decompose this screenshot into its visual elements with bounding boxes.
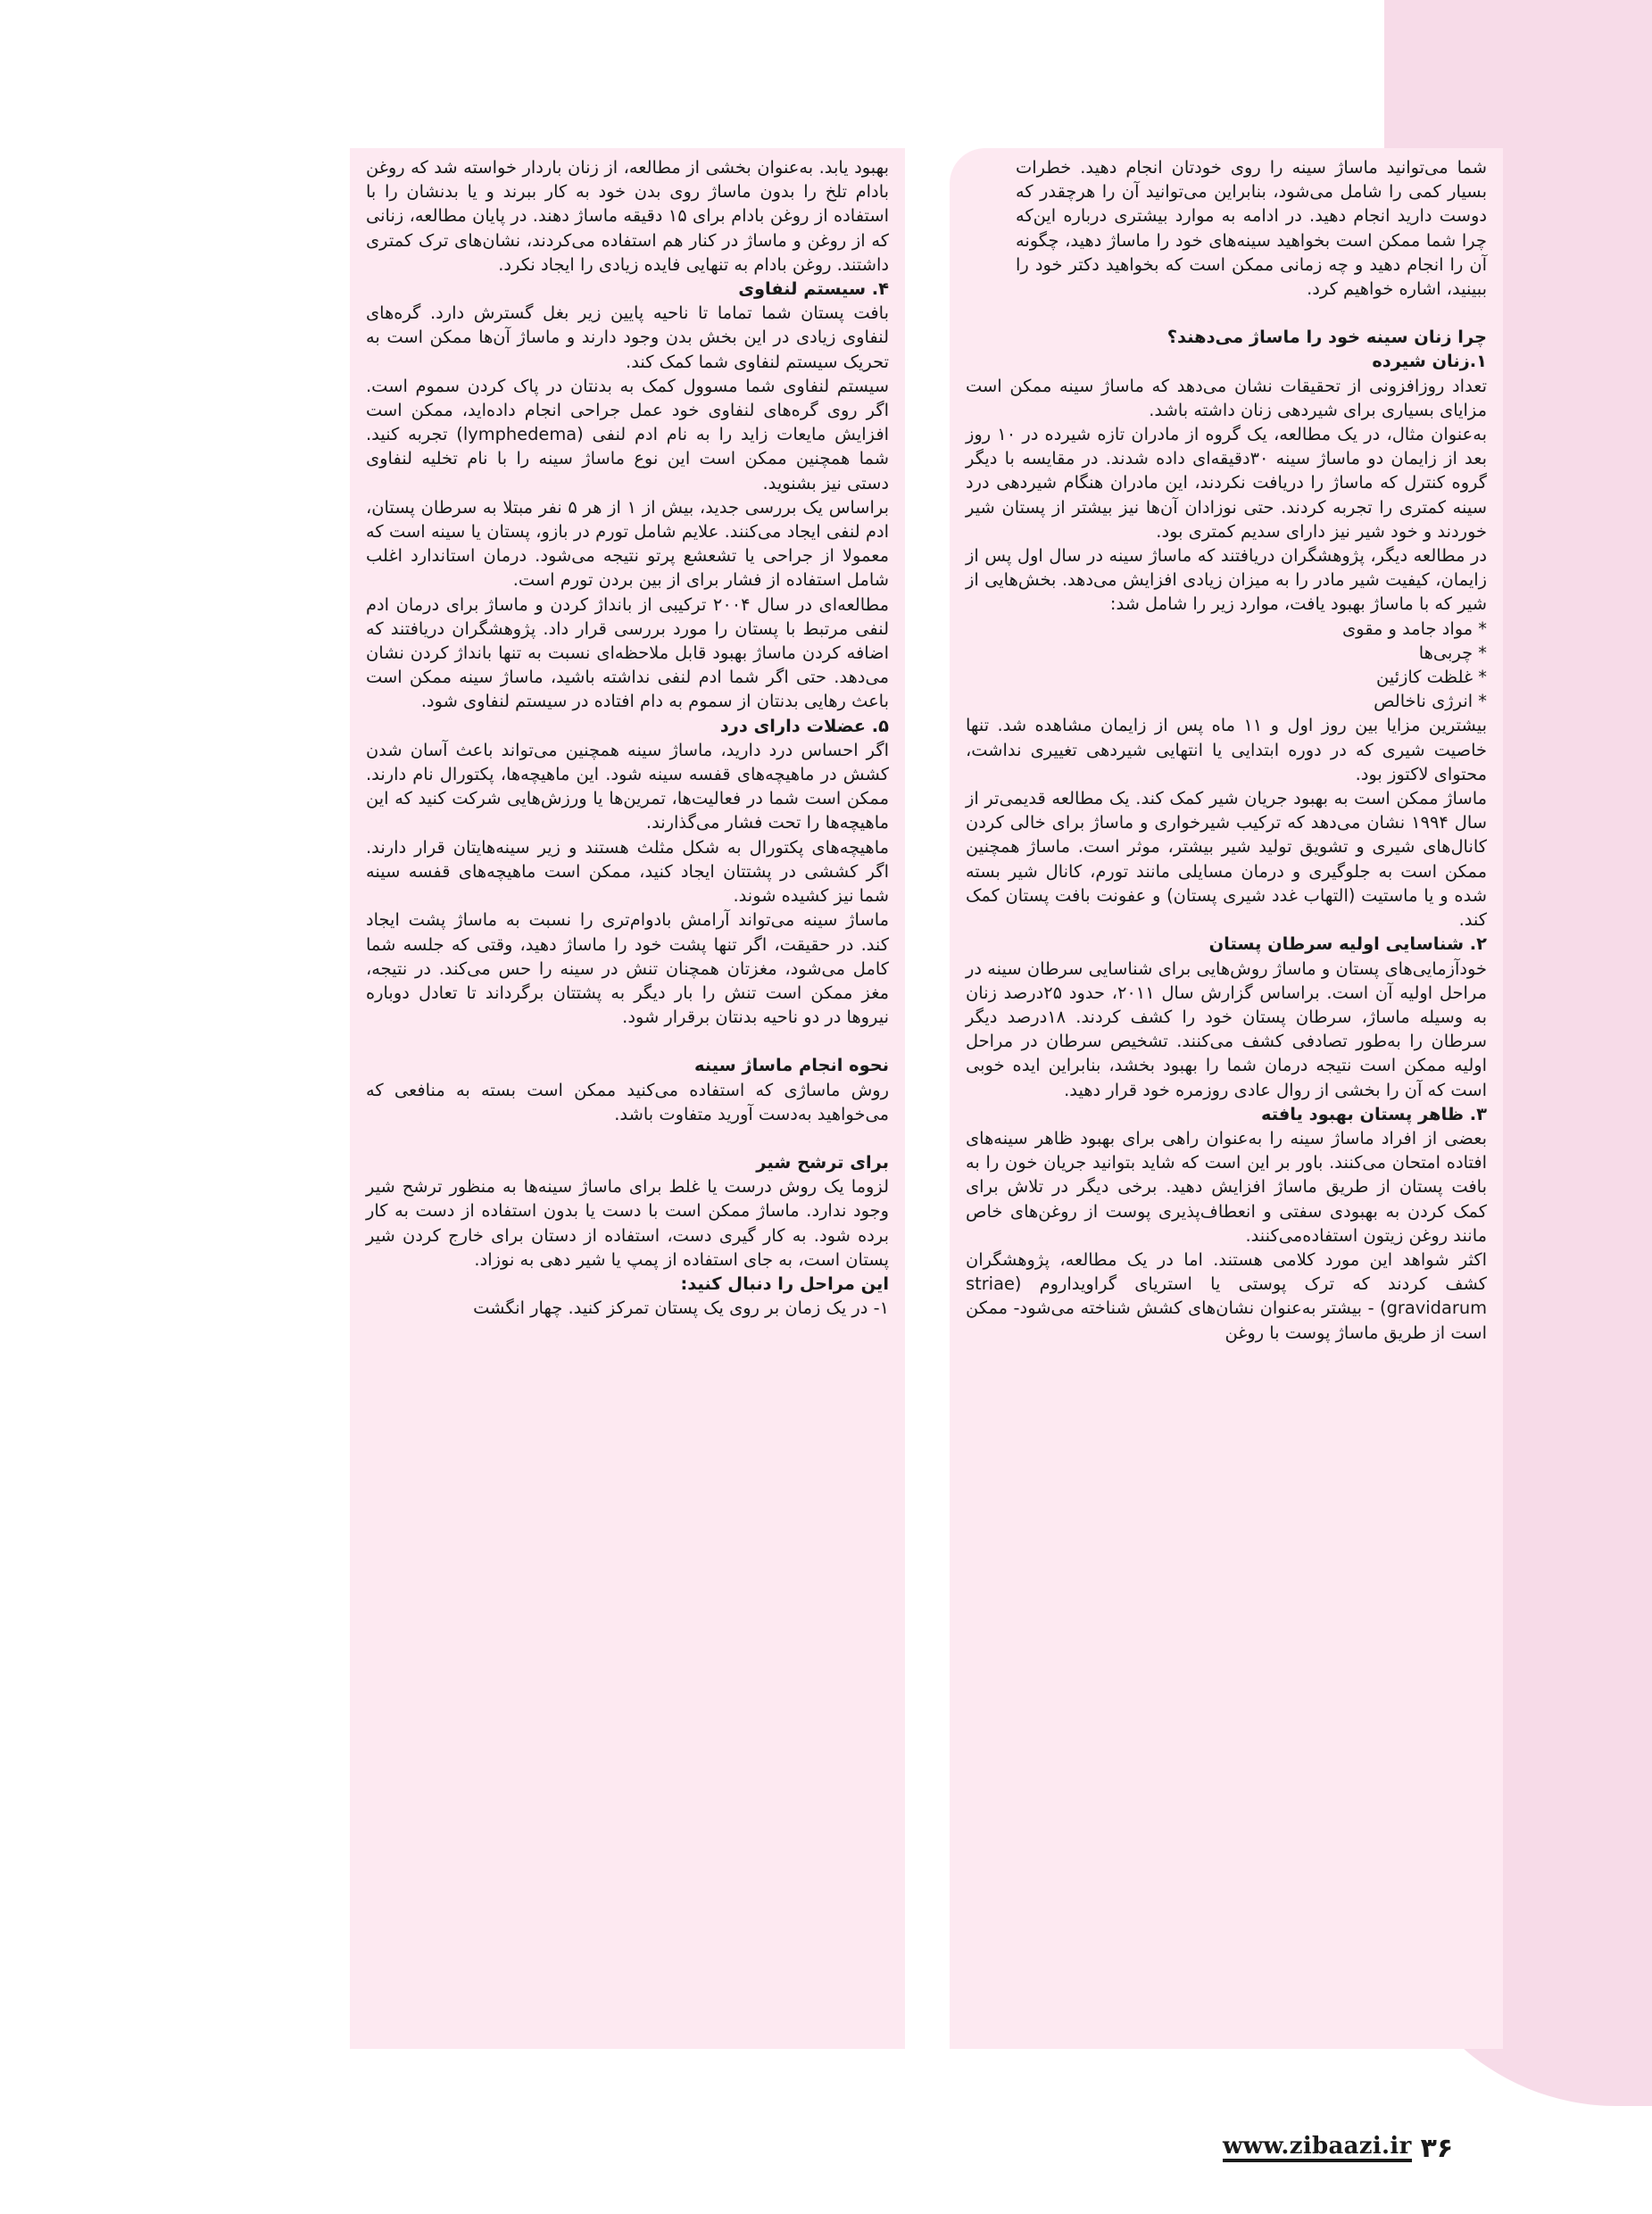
section-heading: ۵. عضلات دارای درد [719,715,889,736]
list-item: * غلظت کازئین [1375,667,1487,688]
paragraph: به‌عنوان مثال، در یک مطالعه، یک گروه از مادران تازه شیرده در ۱۰ روز بعد از زایمان دو ماساژ سینه ۳۰دقیقه‌ای داده شدند. در مقایسه با دیگر گروه کنترل که ماساژ را دریافت نکردند، این مادران هنگام شیردهی درد سینه کمتری را تجربه کردند. حتی نوزادان آن‌ها نیز بیشتر از پستان شیر خوردند و خود شیر نیز دارای سدیم کمتری بود. [966,424,1487,542]
section-heading: نحوه انجام ماساژ سینه [694,1055,889,1076]
section-heading: ۳. ظاهر پستان بهبود یافته [1260,1103,1487,1124]
spacer [366,1029,889,1053]
site-url[interactable]: www.zibaazi.ir [1223,2134,1412,2162]
paragraph: در مطالعه دیگر، پژوهشگران دریافتند که ماساژ سینه در سال اول پس از زایمان، کیفیت شیر مادر را به میزان زیادی افزایش می‌دهد. بخش‌هایی از شیر که با ماساژ بهبود یافت، موارد زیر را شامل شد: [966,545,1487,615]
paragraph: ماهیچه‌های پکتورال به شکل مثلث هستند و زیر سینه‌هایتان قرار دارند. اگر کششی در پشتتان ایجاد کنید، ممکن است ماهیچه‌های قفسه سینه شما نیز کشیده شوند. [366,836,889,907]
paragraph: اکثر شواهد این مورد کلامی هستند. اما در یک مطالعه، پژوهشگران کشف کردند که ترک پوستی یا استریای گراویداروم (striae gravidarum) - بیشتر به‌عنوان نشان‌های کشش شناخته می‌شود- ممکن است از طریق ماساژ پوست با روغن [966,1248,1487,1343]
paragraph: اگر احساس درد دارید، ماساژ سینه همچنین می‌تواند باعث آسان شدن کشش در ماهیچه‌های قفسه سینه شود. این ماهیچه‌ها، پکتورال نام دارند. ممکن است شما در فعالیت‌ها، تمرین‌ها یا ورزش‌هایی شرکت کنید که این ماهیچه‌ها را تحت فشار می‌گذارند. [366,739,889,833]
paragraph: لزوما یک روش درست یا غلط برای ماساژ سینه‌ها به منظور ترشح شیر وجود ندارد. ماساژ ممکن است با دست یا بدون استفاده از دست به کار برده شود. به کار گیری دست، استفاده از دستان برای خارج کردن شیر پستان است، به جای استفاده از پمپ یا شیر دهی به نوزاد. [366,1176,889,1270]
paragraph: ۱- در یک زمان بر روی یک پستان تمرکز کنید. چهار انگشت [473,1298,889,1319]
section-heading: ۴. سیستم لنفاوی [738,278,889,300]
list-item: * مواد جامد و مقوی [1342,618,1487,639]
section-heading: ۱.زنان شیرده [1372,351,1487,372]
paragraph: بعضی از افراد ماساژ سینه را به‌عنوان راهی برای بهبود ظاهر سینه‌های افتاده امتحان می‌کنند. باور بر این است که شاید بتوانید جریان خون را به بافت پستان از طریق ماساژ افزایش دهید. برخی دیگر در تلاش برای کمک کردن به بهبودی سفتی و انعطاف‌پذیری پوست از روغن‌های خاص مانند روغن زیتون استفاده‌می‌کنند. [966,1127,1487,1246]
section-heading: چرا زنان سینه خود را ماساژ می‌دهند؟ [1166,327,1487,348]
page-footer [1223,2130,1473,2166]
list-item: * چربی‌ها [1418,642,1487,663]
paragraph: خودآزمایی‌های پستان و ماساژ روش‌هایی برای شناسایی سرطان سینه در مراحل اولیه آن است. براساس گزارش سال ۲۰۱۱، حدود ۲۵درصد زنان به وسیله ماساژ، سرطان پستان خود را کشف کردند. ۱۸درصد دیگر سرطان را به‌طور تصادفی کشف می‌کنند. تشخیص سرطان در مراحل اولیه ممکن است نتیجه درمان شما را بهبود بخشد، بنابراین ایده خوبی است که آن را بخشی از روال عادی روزمره خود قرار دهید. [966,958,1488,1100]
paragraph: مطالعه‌ای در سال ۲۰۰۴ ترکیبی از بانداژ کردن و ماساژ برای درمان ادم لنفی مرتبط با پستان را مورد بررسی قرار داد. پژوهشگران دریافتند که اضافه کردن ماساژ بهبود قابل ملاحظه‌ای نسبت به تنها بانداژ کردن نشان می‌دهد. حتی اگر شما ادم لنفی نداشته باشید، ماساژ سینه ممکن است باعث رهایی بدنتان از سموم به دام افتاده در سیستم لنفاوی شود. [366,593,889,712]
list-item: * انرژی ناخالص [1374,691,1487,712]
paragraph: ماساژ ممکن است به بهبود جریان شیر کمک کند. یک مطالعه قدیمی‌تر از سال ۱۹۹۴ نشان می‌دهد که ترکیب شیرخواری و ماساژ برای خالی کردن کانال‌های شیری و تشویق تولید شیر بیشتر، موثر است. ماساژ همچنین ممکن است به جلوگیری و درمان مسایلی مانند تورم، کانال شیر بسته شده و یا ماستیت (التهاب غدد شیری پستان) و عفونت بافت پستان کمک کند. [966,788,1487,931]
section-heading: ۲. شناسایی اولیه سرطان پستان [1208,933,1487,955]
spacer [366,1126,889,1150]
paragraph: تعداد روزافزونی از تحقیقات نشان می‌دهد که ماساژ سینه ممکن است مزایای بسیاری برای شیردهی زنان داشته باشد. [966,375,1487,420]
paragraph: بافت پستان شما تماما تا ناحیه پایین زیر بغل گسترش دارد. گره‌های لنفاوی زیادی در این بخش بدن وجود دارند و ماساژ آن‌ها ممکن است به تحریک سیستم لنفاوی شما کمک کند. [366,303,889,372]
paragraph: شما می‌توانید ماساژ سینه را روی خودتان انجام دهید. خطرات بسیار کمی را شامل می‌شود، بنابراین می‌توانید آن را هرچقدر که دوست دارید انجام دهید. در ادامه به موارد بیشتری درباره این‌که چرا شما ممکن است بخواهید سینه‌های خود را ماساژ دهید، چگونه آن را انجام دهید و چه زمانی ممکن است که بخواهید دکتر خود را ببینید، اشاره خواهیم کرد. [1016,157,1487,300]
page-number: ۳۶ [1420,2132,1454,2164]
paragraph: براساس یک بررسی جدید، بیش از ۱ از هر ۵ نفر مبتلا به سرطان پستان، ادم لنفی ایجاد می‌کنند. علایم شامل تورم در بازو، پستان یا سینه است که معمولا از جراحی یا تشعشع پرتو نتیجه می‌شود. درمان استاندارد اغلب شامل استفاده از فشار برای از بین بردن تورم است. [366,496,890,591]
article-column-left [350,148,905,2049]
article-column-right [950,148,1503,2049]
paragraph: روش ماساژی که استفاده می‌کنید ممکن است بسته به منافعی که می‌خواهید به‌دست آورید متفاوت باشد. [366,1079,889,1124]
paragraph: سیستم لنفاوی شما مسوول کمک به بدنتان در پاک کردن سموم است. اگر روی گره‌های لنفاوی خود عمل جراحی انجام داده‌اید، ممکن است افزایش مایعات زاید را به نام ادم لنفی (lymphedema) تجربه کنید. شما همچنین ممکن است این نوع ماساژ سینه را با نام تخلیه لنفاوی دستی نیز بشنوید. [366,375,889,493]
paragraph: ماساژ سینه می‌تواند آرامش بادوام‌تری را نسبت به ماساژ پشت ایجاد کند. در حقیقت، اگر تنها پشت خود را ماساژ دهید، وقتی که جلسه شما کامل می‌شود، مغزتان همچنان تنش در سینه را حس می‌کند. در نتیجه، مغز ممکن است تنش را بار دیگر به پشتتان برگرداند تا تعادل دوباره نیروها در دو ناحیه بدنتان برقرار شود. [366,909,889,1028]
paragraph: بیشترین مزایا بین روز اول و ۱۱ ماه پس از زایمان مشاهده شد. تنها خاصیت شیری که در دوره ابتدایی یا انتهایی شیردهی تغییری نداشت، محتوای لاکتوز بود. [966,715,1487,784]
section-heading: این مراحل را دنبال کنید: [680,1273,889,1294]
spacer [966,301,1487,325]
section-heading: برای ترشح شیر [756,1151,889,1173]
paragraph: بهبود یابد. به‌عنوان بخشی از مطالعه، از زنان باردار خواسته شد که روغن بادام تلخ را بدون ماساژ روی بدن خود به کار ببرند و یا بدنشان را با استفاده از روغن بادام برای ۱۵ دقیقه ماساژ دهند. در پایان مطالعه، زنانی که از روغن و ماساژ در کنار هم استفاده می‌کردند، نشان‌های ترک کمتری داشتند. روغن بادام به تنهایی فایده زیادی را ایجاد نکرد. [366,157,889,275]
